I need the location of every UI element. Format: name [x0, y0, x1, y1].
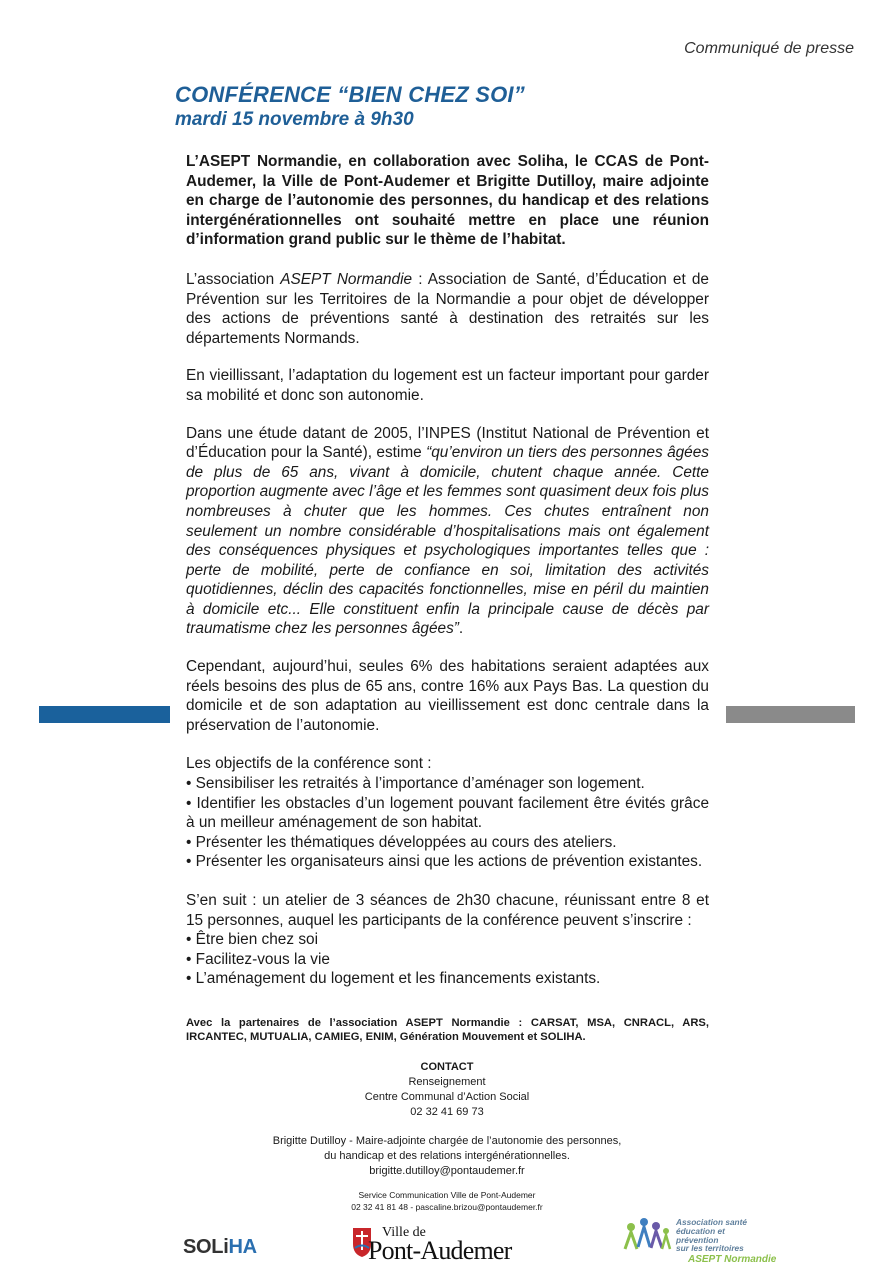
asept-paragraph [186, 270, 709, 348]
asept-pre: L’association [186, 270, 281, 288]
pont-audemer-logo-name: Pont-Audemer [368, 1236, 512, 1265]
objective-item: • Présenter les organisateurs ainsi que les actions de prévention existantes. [186, 853, 703, 871]
objective-item: • Présenter les thématiques développées au cours des ateliers. [186, 833, 617, 851]
asept-logo-text [676, 1218, 764, 1253]
soliha-logo [183, 1236, 257, 1259]
asept-logo-line: éducation et prévention [676, 1225, 725, 1245]
contact-phone: 02 32 41 69 73 [410, 1106, 484, 1118]
contact-block [197, 1060, 697, 1179]
press-release-label: Communiqué de presse [684, 40, 854, 57]
study-pre: Dans une étude datant de 2005, l’INPES (Institut National de Prévention et d’Éducation pour la Santé), estime [186, 424, 709, 462]
asept-logo-name: ASEPT Normandie [688, 1254, 777, 1265]
housing-paragraph: Cependant, aujourd’hui, seules 6% des habitations seraient adaptées aux réels besoins des plus de 65 ans, contre 16% aux Pays Bas. La question du domicile et de son adaptation au vieillissement est donc centrale dans la préservation de l’autonomie. [186, 658, 709, 734]
contact-line: Centre Communal d’Action Social [364, 1091, 530, 1103]
asept-logo-line: sur les territoires [676, 1243, 744, 1254]
workshop-item: • Être bien chez soi [186, 931, 319, 949]
asept-post: : Association de Santé, d’Éducation et de Prévention sur les Territoires de la Normandie a pour objet de développer des actions de préventions santé à destination des retraités sur les départements Normands. [186, 270, 709, 347]
decorative-bar-gray [726, 706, 855, 723]
asept-name: ASEPT Normandie [280, 270, 413, 288]
study-paragraph [186, 424, 709, 640]
objective-item: • Sensibiliser les retraités à l’importance d’aménager son logement. [186, 775, 645, 793]
intro-paragraph: L’ASEPT Normandie, en collaboration avec Soliha, le CCAS de Pont-Audemer, la Ville de Pont-Audemer et Brigitte Dutilloy, maire adjointe en charge de l’autonomie des personnes, du handicap et des relations intergénérationnelles ont souhaité mettre en place une réunion d’information grand public sur le thème de l’habitat. [186, 153, 709, 249]
conference-title: CONFÉRENCE “BIEN CHEZ SOI” [175, 82, 525, 107]
contact-heading: CONTACT [420, 1061, 474, 1073]
asept-figures-icon [622, 1215, 672, 1255]
study-post: . [458, 620, 464, 638]
partners-line: Avec la partenaires de l’association ASEPT Normandie : CARSAT, MSA, CNRACL, ARS, IRCANTEC, MUTUALIA, CAMIEG, ENIM, Génération Mouvement et SOLIHA. [186, 1017, 709, 1043]
contact-line: Renseignement [408, 1076, 486, 1088]
conference-date: mardi 15 novembre à 9h30 [175, 109, 414, 130]
decorative-bar-blue [39, 706, 170, 723]
workshop-intro: S’en suit : un atelier de 3 séances de 2h30 chacune, réunissant entre 8 et 15 personnes, auquel les participants de la conférence peuvent s’inscrire : [186, 892, 709, 929]
workshop-item: • Facilitez-vous la vie [186, 950, 330, 968]
contact-email[interactable]: brigitte.dutilloy@pontaudemer.fr [369, 1165, 525, 1177]
objectives-title: Les objectifs de la conférence sont : [186, 755, 432, 773]
study-quote: “qu’environ un tiers des personnes âgées de plus de 65 ans, vivant à domicile, chutent chaque année. Cette proportion augmente avec l’âge et les femmes sont quasiment deux fois plus nombreuses à chuter que les hommes. Ces chutes entraînent non seulement un nombre considérable d’hospitalisations mais ont également des conséquences physiques et psychologiques importantes telles que : perte de mobilité, perte de confiance en soi, limitation des activités quotidiennes, déclin des capacités fonctionnelles, mise en péril du maintien à domicile etc... Elle constituent enfin la principale cause de décès par traumatisme chez les personnes âgées” [186, 444, 710, 638]
soliha-logo-text: SOLi [183, 1236, 229, 1258]
aging-paragraph: En vieillissant, l’adaptation du logement est un facteur important pour garder sa mobilité et donc son autonomie. [186, 367, 709, 404]
service-line: Service Communication Ville de Pont-Audemer [358, 1190, 536, 1200]
contact-person: du handicap et des relations intergénérationnelles. [324, 1150, 570, 1162]
service-contact: 02 32 41 81 48 - pascaline.brizou@pontaudemer.fr [351, 1202, 543, 1212]
soliha-logo-text-accent: HA [228, 1236, 257, 1258]
pont-audemer-logo-small: Ville de [382, 1225, 426, 1240]
communication-service [247, 1189, 647, 1213]
workshop-item: • L’aménagement du logement et les financements existants. [186, 970, 601, 988]
objective-item: • Identifier les obstacles d’un logement pouvant facilement être évités grâce à un meilleur aménagement de son habitat. [186, 794, 709, 832]
contact-person: Brigitte Dutilloy - Maire-adjointe chargée de l’autonomie des personnes, [272, 1135, 622, 1147]
asept-logo-line: Association santé [676, 1217, 748, 1227]
press-body [186, 152, 709, 989]
